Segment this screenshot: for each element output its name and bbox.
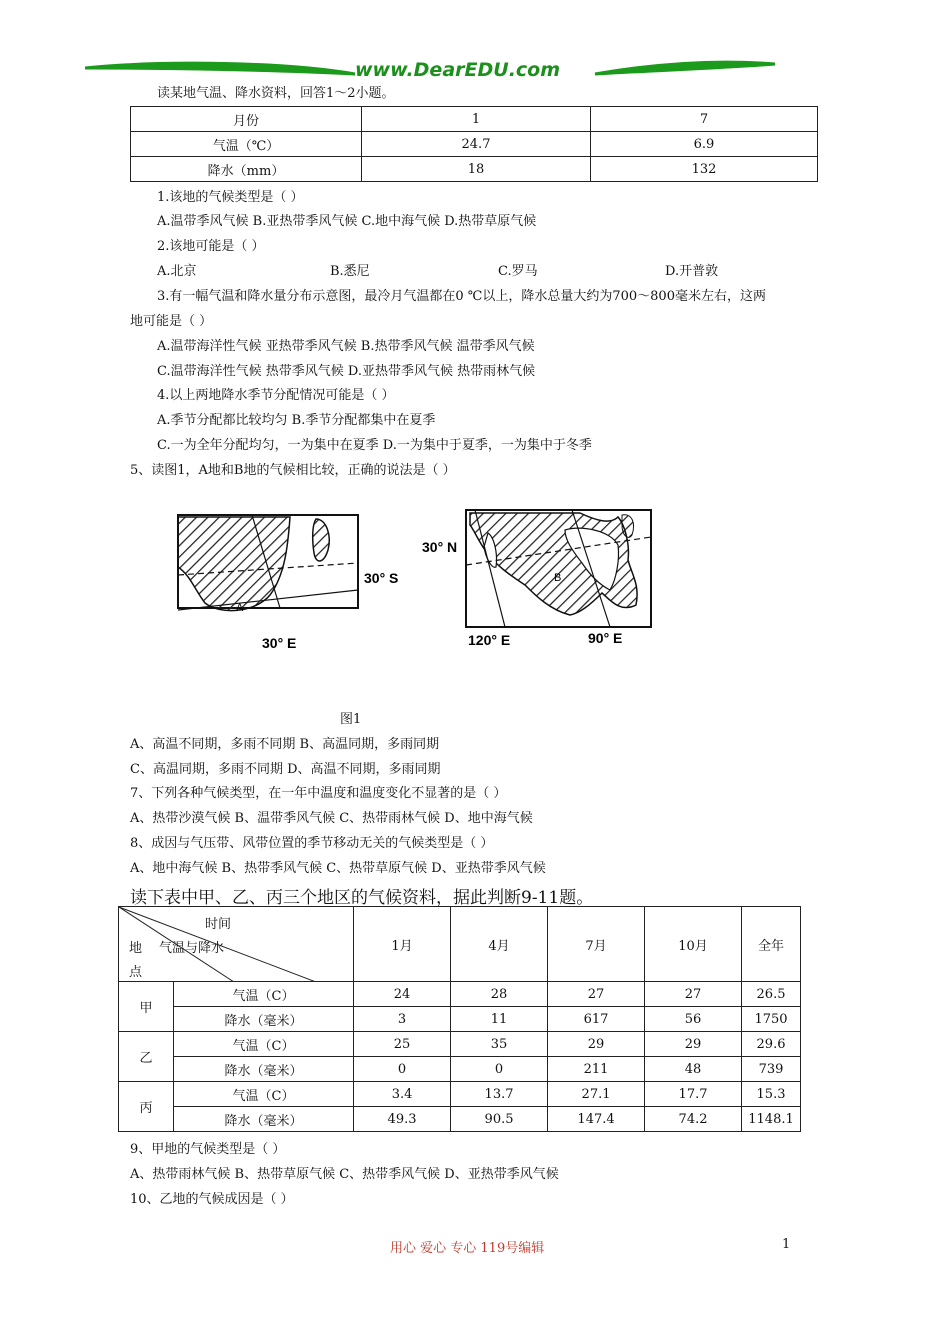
- table-regions-climate: [118, 906, 801, 1132]
- table-cell: 降水（毫米）: [174, 1107, 354, 1132]
- table-cell: 211: [548, 1057, 645, 1082]
- question-7-options: A、热带沙漠气候 B、温带季风气候 C、热带雨林气候 D、地中海气候: [130, 811, 533, 826]
- map-right-lat-label: 30° N: [422, 539, 458, 555]
- question-2-option-d: D.开普敦: [665, 264, 719, 279]
- map-b-label: B: [554, 572, 562, 584]
- table-header-cell: 月份: [131, 107, 362, 132]
- intro-2-text: 读下表中甲、乙、丙三个地区的气候资料，据此判断9-11题。: [130, 888, 594, 908]
- map-right-lon-label-2: 90° E: [588, 630, 623, 646]
- table-cell: 0: [451, 1057, 548, 1082]
- table-cell: 1148.1: [742, 1107, 801, 1132]
- corner-place-label-2: 点: [129, 965, 143, 980]
- table-row: [119, 907, 801, 982]
- table-header-cell: 10月: [645, 907, 742, 982]
- table-cell: 17.7: [645, 1082, 742, 1107]
- question-2-option-c: C.罗马: [498, 264, 538, 279]
- table-cell: 617: [548, 1007, 645, 1032]
- question-7-stem: 7、下列各种气候类型，在一年中温度和温度变化不显著的是（ ）: [130, 786, 507, 801]
- corner-time-label: 时间: [205, 917, 232, 932]
- question-2-option-a: A.北京: [157, 264, 197, 279]
- table-cell: 26.5: [742, 982, 801, 1007]
- table-row: [131, 107, 818, 132]
- table-header-cell: 7月: [548, 907, 645, 982]
- table-row: [131, 132, 818, 157]
- table-cell: 29.6: [742, 1032, 801, 1057]
- table-row: [131, 157, 818, 182]
- region-cell: 甲: [119, 982, 174, 1032]
- table-cell: 56: [645, 1007, 742, 1032]
- table-cell: 13.7: [451, 1082, 548, 1107]
- table-cell: 27.1: [548, 1082, 645, 1107]
- region-cell: 乙: [119, 1032, 174, 1082]
- table-row: [119, 1007, 801, 1032]
- table-row: [119, 1057, 801, 1082]
- question-4-options-2: C.一为全年分配均匀，一为集中在夏季 D.一为集中于夏季，一为集中于冬季: [157, 438, 592, 453]
- map-asia: [422, 510, 651, 648]
- corner-climate-label: 气温与降水: [159, 941, 225, 956]
- table-cell: 27: [645, 982, 742, 1007]
- table-cell: 降水（毫米）: [174, 1057, 354, 1082]
- question-9-stem: 9、甲地的气候类型是（ ）: [130, 1142, 286, 1157]
- intro-text: 读某地气温、降水资料，回答1～2小题。: [157, 86, 395, 101]
- question-5-stem: 5、读图1，A地和B地的气候相比较，正确的说法是（ ）: [130, 463, 456, 478]
- table-row: [119, 982, 801, 1007]
- page-number: 1: [782, 1237, 791, 1252]
- table-row: [119, 1107, 801, 1132]
- table-cell: 29: [645, 1032, 742, 1057]
- table-cell: 24: [354, 982, 451, 1007]
- question-2-option-b: B.悉尼: [330, 264, 370, 279]
- table-month-climate: [130, 106, 818, 182]
- map-right-lon-label-1: 120° E: [468, 632, 511, 648]
- table-cell: 48: [645, 1057, 742, 1082]
- question-3-stem-cont: 地可能是（ ）: [130, 314, 213, 329]
- table-cell: 0: [354, 1057, 451, 1082]
- region-cell: 丙: [119, 1082, 174, 1132]
- map-left-lat-label: 30° S: [364, 570, 399, 586]
- table-cell: 35: [451, 1032, 548, 1057]
- table-cell: 气温（C）: [174, 1082, 354, 1107]
- table-cell: 74.2: [645, 1107, 742, 1132]
- question-1-options: A.温带季风气候 B.亚热带季风气候 C.地中海气候 D.热带草原气候: [157, 214, 537, 229]
- table-cell: 气温（℃）: [131, 132, 362, 157]
- table-cell: 6.9: [591, 132, 818, 157]
- question-3-stem: 3.有一幅气温和降水量分布示意图，最冷月气温都在0 ℃以上，降水总量大约为700～800毫米左右，这两: [157, 289, 766, 304]
- question-1-stem: 1.该地的气候类型是（ ）: [157, 190, 304, 205]
- table-header-cell: 全年: [742, 907, 801, 982]
- table-header-cell: 1月: [354, 907, 451, 982]
- question-4-options-1: A.季节分配都比较均匀 B.季节分配都集中在夏季: [157, 413, 436, 428]
- table-cell: 132: [591, 157, 818, 182]
- table-cell: 25: [354, 1032, 451, 1057]
- table-header-cell: 1: [362, 107, 591, 132]
- table-cell: 27: [548, 982, 645, 1007]
- table-cell: 28: [451, 982, 548, 1007]
- table-cell: 1750: [742, 1007, 801, 1032]
- table-cell: 24.7: [362, 132, 591, 157]
- table-header-cell: 7: [591, 107, 818, 132]
- table-corner-cell: [119, 907, 354, 982]
- question-3-options-2: C.温带海洋性气候 热带季风气候 D.亚热带季风气候 热带雨林气候: [157, 364, 536, 379]
- table-cell: 3.4: [354, 1082, 451, 1107]
- question-5-options-1: A、高温不同期，多雨不同期 B、高温同期，多雨同期: [130, 737, 440, 752]
- table-header-cell: 4月: [451, 907, 548, 982]
- table-cell: 90.5: [451, 1107, 548, 1132]
- figure-caption: 图1: [340, 712, 362, 727]
- table-cell: 15.3: [742, 1082, 801, 1107]
- question-8-options: A、地中海气候 B、热带季风气候 C、热带草原气候 D、亚热带季风气候: [130, 861, 546, 876]
- map-left-lon-label: 30° E: [262, 635, 297, 651]
- question-9-options: A、热带雨林气候 B、热带草原气候 C、热带季风气候 D、亚热带季风气候: [130, 1167, 559, 1182]
- question-10-stem: 10、乙地的气候成因是（ ）: [130, 1192, 294, 1207]
- question-5-options-2: C、高温同期，多雨不同期 D、高温不同期，多雨同期: [130, 762, 441, 777]
- figure-1-maps: [140, 505, 660, 675]
- table-cell: 11: [451, 1007, 548, 1032]
- table-row: [119, 1082, 801, 1107]
- table-cell: 气温（C）: [174, 982, 354, 1007]
- table-cell: 49.3: [354, 1107, 451, 1132]
- table-cell: 18: [362, 157, 591, 182]
- table-row: [119, 1032, 801, 1057]
- map-a-label: A: [236, 602, 244, 614]
- question-3-options-1: A.温带海洋性气候 亚热带季风气候 B.热带季风气候 温带季风气候: [157, 339, 535, 354]
- table-cell: 147.4: [548, 1107, 645, 1132]
- table-cell: 降水（毫米）: [174, 1007, 354, 1032]
- table-cell: 3: [354, 1007, 451, 1032]
- header-site-text: www.DearEDU.com: [355, 59, 561, 81]
- table-cell: 739: [742, 1057, 801, 1082]
- question-4-stem: 4.以上两地降水季节分配情况可能是（ ）: [157, 388, 395, 403]
- map-africa: [178, 515, 398, 651]
- table-cell: 气温（C）: [174, 1032, 354, 1057]
- corner-place-label-1: 地: [129, 941, 143, 956]
- question-2-stem: 2.该地可能是（ ）: [157, 239, 265, 254]
- question-8-stem: 8、成因与气压带、风带位置的季节移动无关的气候类型是（ ）: [130, 836, 494, 851]
- table-cell: 29: [548, 1032, 645, 1057]
- footer-text: 用心 爱心 专心 119号编辑: [390, 1241, 545, 1256]
- table-cell: 降水（mm）: [131, 157, 362, 182]
